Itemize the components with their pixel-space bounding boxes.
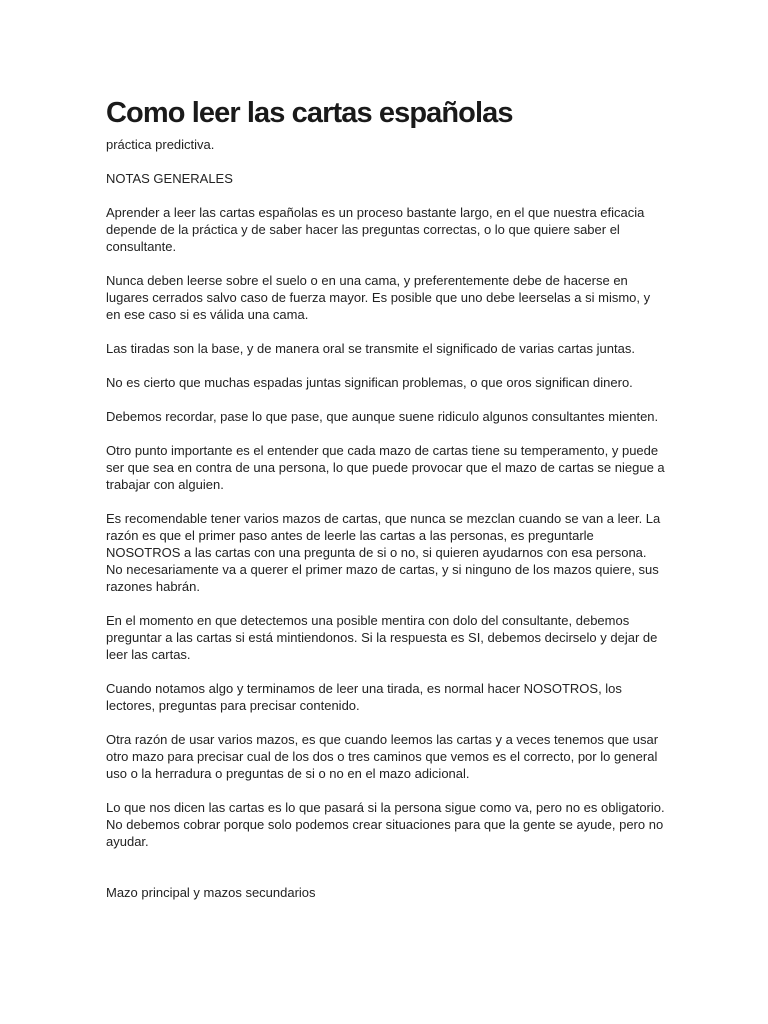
paragraph: Aprender a leer las cartas españolas es un proceso bastante largo, en el que nuestra eficacia depende de la práctica y de saber hacer las preguntas correctas, o lo que quiere saber el consultante. [106,205,645,254]
paragraph: Las tiradas son la base, y de manera oral se transmite el significado de varias cartas juntas. [106,341,635,356]
next-section-heading: Mazo principal y mazos secundarios [106,885,316,900]
paragraph: Debemos recordar, pase lo que pase, que aunque suene ridiculo algunos consultantes mienten. [106,409,659,424]
section-heading: NOTAS GENERALES [106,171,233,186]
paragraph: Cuando notamos algo y terminamos de leer una tirada, es normal hacer NOSOTROS, los lectores, preguntas para precisar contenido. [106,681,622,713]
paragraph: En el momento en que detectemos una posible mentira con dolo del consultante, debemos preguntar a las cartas si está mintiendonos. Si la respuesta es SI, debemos decirselo y dejar de leer las cartas. [106,613,658,662]
paragraph: Es recomendable tener varios mazos de cartas, que nunca se mezclan cuando se van a leer. La razón es que el primer paso antes de leerle las cartas a las personas, es preguntarle NOSOTROS a las cartas con una pregunta de si o no, si quieren ayudarnos con esa persona. No necesariamente va a querer el primer mazo de cartas, y si ninguno de los mazos quiere, sus razones habrán. [106,511,661,594]
paragraph: Lo que nos dicen las cartas es lo que pasará si la persona sigue como va, pero no es obligatorio. No debemos cobrar porque solo podemos crear situaciones para que la gente se ayude, pero no ayudar. [106,800,665,849]
document-subtitle: práctica predictiva. [106,137,215,152]
paragraph: Nunca deben leerse sobre el suelo o en una cama, y preferentemente debe de hacerse en lugares cerrados salvo caso de fuerza mayor. Es posible que uno debe leerselas a si mismo, y en ese caso si es válida una cama. [106,273,651,322]
paragraph: Otro punto importante es el entender que cada mazo de cartas tiene su temperamento, y puede ser que sea en contra de una persona, lo que puede provocar que el mazo de cartas se niegue a trabajar con alguien. [106,443,665,492]
document-body [106,136,666,918]
paragraph: Otra razón de usar varios mazos, es que cuando leemos las cartas y a veces tenemos que usar otro mazo para precisar cual de los dos o tres caminos que vemos es el correcto, por lo general uso o la herradura o preguntas de si o no en el mazo adicional. [106,732,659,781]
document-title: Como leer las cartas españolas [106,97,513,129]
paragraph: No es cierto que muchas espadas juntas significan problemas, o que oros significan dinero. [106,375,633,390]
